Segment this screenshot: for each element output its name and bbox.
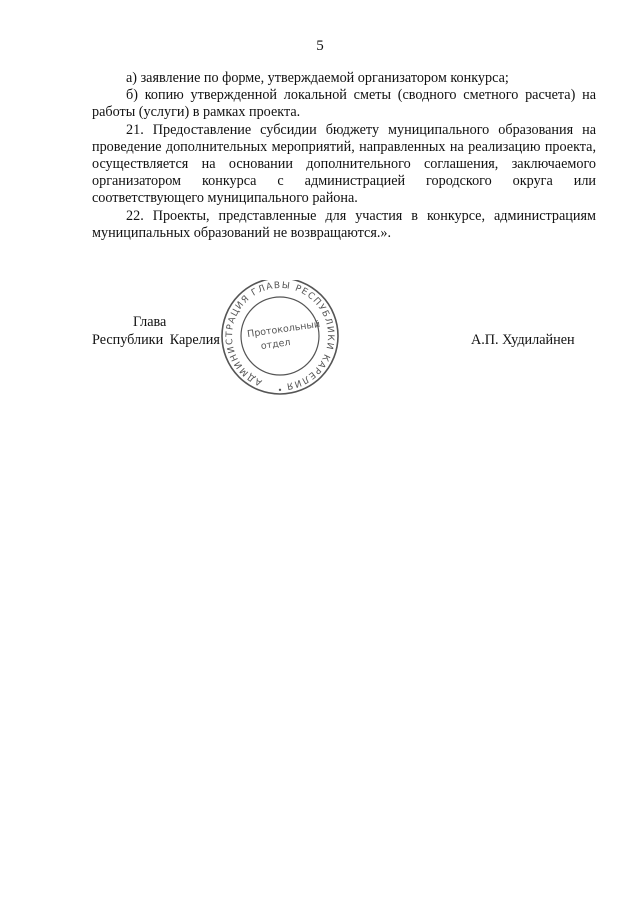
signatory-title-line1: Глава xyxy=(133,314,167,330)
stamp-center-line1: Протокольный xyxy=(246,318,321,341)
stamp-center-line2: отдел xyxy=(260,337,292,353)
paragraph-a: а) заявление по форме, утверждаемой организатором конкурса; xyxy=(126,70,509,86)
stamp-ring-text: АДМИНИСТРАЦИЯ ГЛАВЫ РЕСПУБЛИКИ КАРЕЛИЯ xyxy=(224,280,336,391)
svg-text:•: • xyxy=(277,386,283,395)
paragraph-b: б) копию утвержденной локальной сметы (сводного сметного расчета) на работы (услуги) в рамках проекта. xyxy=(92,87,596,121)
paragraph-21: 21. Предоставление субсидии бюджету муниципального образования на проведение дополнительных мероприятий, направленных на реализацию проекта, осуществляется на основании дополнительного соглашения, заключаемого организатором конкурса с администрацией городского округа или соответствующего муниципального района. xyxy=(92,121,596,207)
signatory-title-line2: Республики Карелия xyxy=(92,332,220,348)
page-number: 5 xyxy=(316,38,324,54)
paragraph-22: 22. Проекты, представленные для участия в конкурсе, администрациям муниципальных образований не возвращаются.». xyxy=(92,207,596,241)
document-body xyxy=(92,70,596,242)
signatory-name: А.П. Худилайнен xyxy=(471,332,575,348)
official-stamp-seal xyxy=(210,280,350,410)
